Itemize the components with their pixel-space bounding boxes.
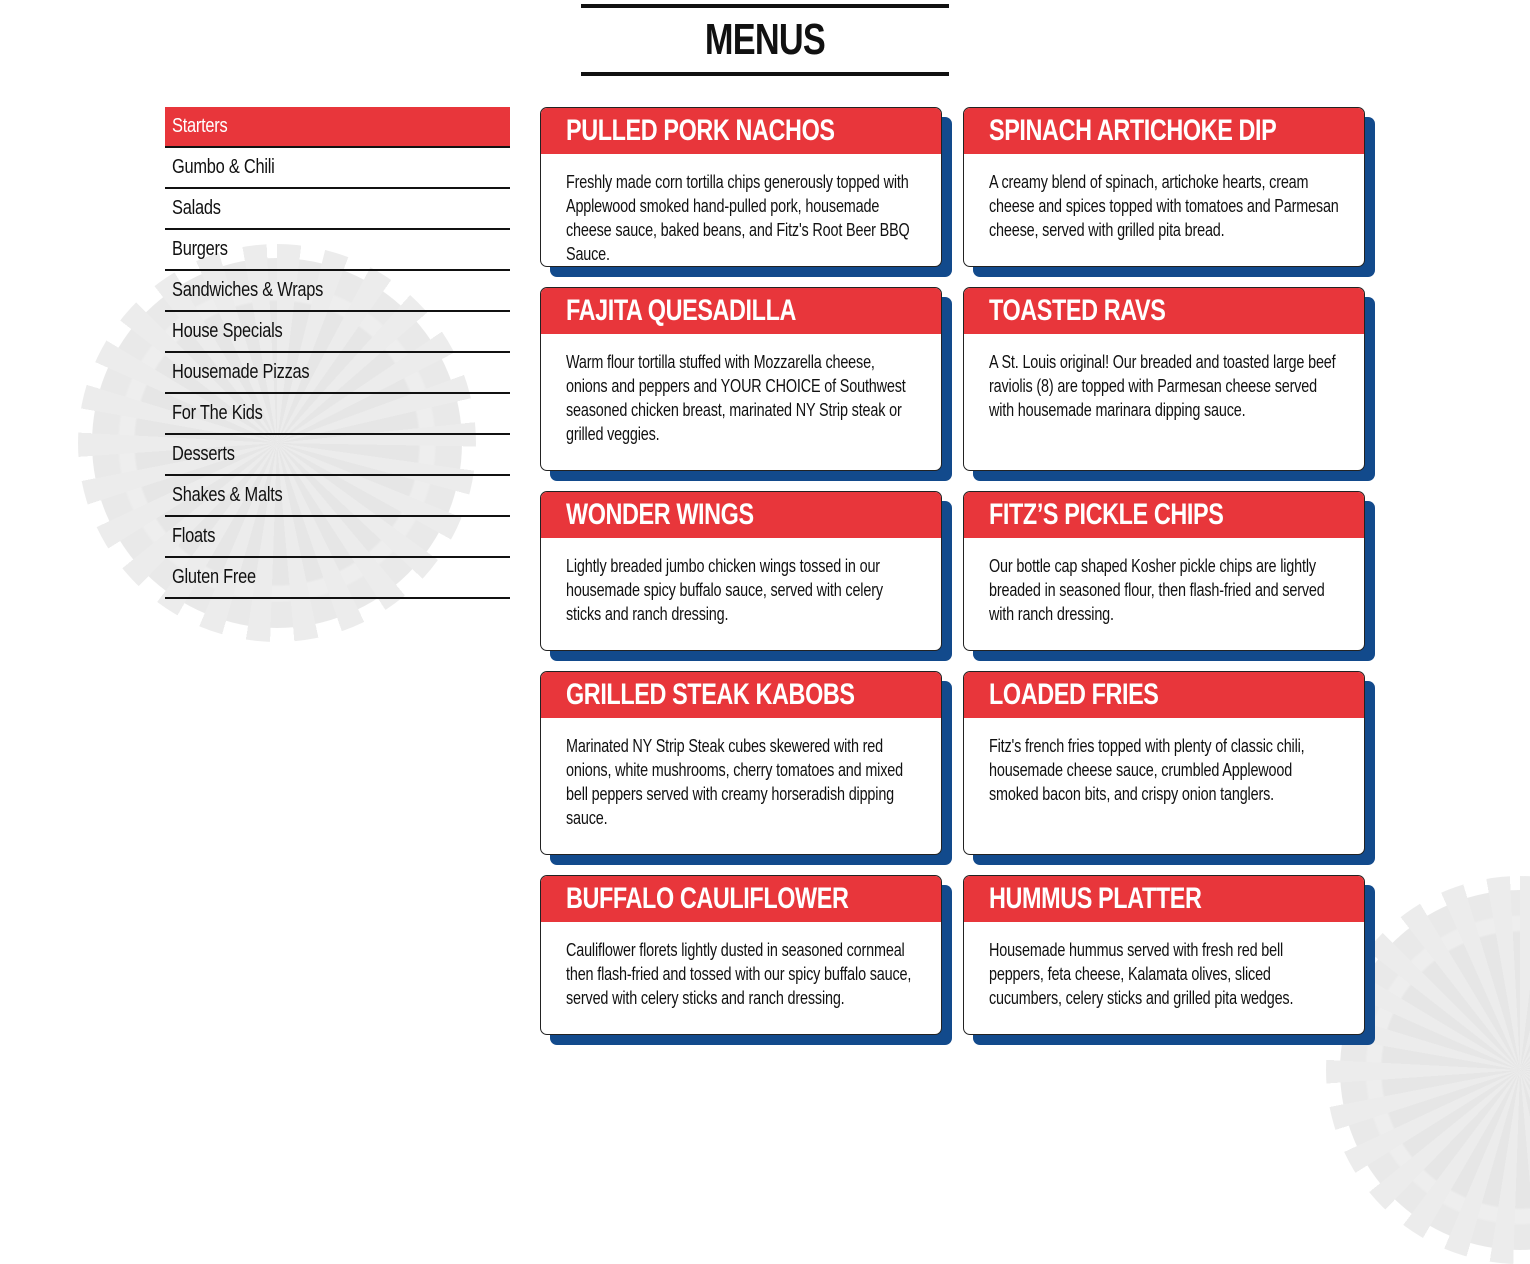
page-title: MENUS xyxy=(704,15,826,64)
menu-item-card xyxy=(963,491,1365,651)
menu-item-card xyxy=(963,287,1365,471)
page-header xyxy=(581,4,949,76)
menu-item-title: FITZ’S PICKLE CHIPS xyxy=(989,498,1224,531)
menu-item-title: FAJITA QUESADILLA xyxy=(566,294,796,327)
menu-item-title: TOASTED RAVS xyxy=(989,294,1166,327)
sidebar-item-label: Sandwiches & Wraps xyxy=(172,279,324,301)
sidebar-item-house-specials[interactable] xyxy=(165,312,510,353)
sidebar-item-label: Floats xyxy=(172,525,216,547)
menu-item-header xyxy=(541,492,941,538)
sidebar-item-desserts[interactable] xyxy=(165,435,510,476)
menu-item-title: GRILLED STEAK KABOBS xyxy=(566,678,855,711)
menu-item-header xyxy=(541,876,941,922)
sidebar-item-gluten-free[interactable] xyxy=(165,558,510,599)
sidebar-item-label: For The Kids xyxy=(172,402,263,424)
menu-item-card xyxy=(963,671,1365,855)
sidebar-item-shakes-malts[interactable] xyxy=(165,476,510,517)
bottle-cap-decoration xyxy=(1340,890,1530,1250)
menu-item-header xyxy=(964,672,1364,718)
sidebar-item-sandwiches-wraps[interactable] xyxy=(165,271,510,312)
menu-item-description: Freshly made corn tortilla chips generously topped with Applewood smoked hand-pulled pork, housemade cheese sauce, baked beans, and Fitz's Root Beer BBQ Sauce. xyxy=(566,172,910,264)
menu-item-header xyxy=(964,288,1364,334)
menu-item-card xyxy=(540,491,942,651)
menu-item-description: A creamy blend of spinach, artichoke hearts, cream cheese and spices topped with tomatoes and Parmesan cheese, served with grilled pita bread. xyxy=(989,172,1339,240)
menu-item-description: Housemade hummus served with fresh red bell peppers, feta cheese, Kalamata olives, sliced cucumbers, celery sticks and grilled pita wedges. xyxy=(989,940,1294,1008)
menu-item-header xyxy=(541,108,941,154)
sidebar-item-label: Desserts xyxy=(172,443,235,465)
sidebar-item-starters[interactable] xyxy=(165,107,510,148)
menu-item-header xyxy=(541,672,941,718)
menu-item-title: PULLED PORK NACHOS xyxy=(566,114,835,147)
menu-item-description: Our bottle cap shaped Kosher pickle chips are lightly breaded in seasoned flour, then flash-fried and served with ranch dressing. xyxy=(989,556,1325,624)
sidebar-item-label: Gumbo & Chili xyxy=(172,156,275,178)
menu-item-title: WONDER WINGS xyxy=(566,498,754,531)
sidebar-item-housemade-pizzas[interactable] xyxy=(165,353,510,394)
menu-item-description: Lightly breaded jumbo chicken wings tossed in our housemade spicy buffalo sauce, served with celery sticks and ranch dressing. xyxy=(566,556,883,624)
sidebar-item-for-the-kids[interactable] xyxy=(165,394,510,435)
sidebar-item-label: Shakes & Malts xyxy=(172,484,283,506)
sidebar-item-burgers[interactable] xyxy=(165,230,510,271)
sidebar-item-label: Salads xyxy=(172,197,221,219)
menu-item-card xyxy=(540,107,942,267)
menu-item-description: Warm flour tortilla stuffed with Mozzarella cheese, onions and peppers and YOUR CHOICE of Southwest seasoned chicken breast, marinated NY Strip steak or grilled veggies. xyxy=(566,352,906,444)
menu-item-card xyxy=(540,287,942,471)
menu-item-description: Fitz's french fries topped with plenty of classic chili, housemade cheese sauce, crumbled Applewood smoked bacon bits, and crispy onion tanglers. xyxy=(989,736,1305,804)
menu-item-card xyxy=(963,875,1365,1035)
menu-item-title: LOADED FRIES xyxy=(989,678,1159,711)
sidebar-item-salads[interactable] xyxy=(165,189,510,230)
menu-item-header xyxy=(964,108,1364,154)
menu-item-title: BUFFALO CAULIFLOWER xyxy=(566,882,849,915)
menu-item-title: SPINACH ARTICHOKE DIP xyxy=(989,114,1277,147)
menu-item-card xyxy=(963,107,1365,267)
menu-item-description: A St. Louis original! Our breaded and toasted large beef raviolis (8) are topped with Parmesan cheese served with housemade marinara dipping sauce. xyxy=(989,352,1336,420)
menu-item-description: Marinated NY Strip Steak cubes skewered with red onions, white mushrooms, cherry tomatoes and mixed bell peppers served with creamy horseradish dipping sauce. xyxy=(566,736,903,828)
menu-item-description: Cauliflower florets lightly dusted in seasoned cornmeal then flash-fried and tossed with our spicy buffalo sauce, served with celery sticks and ranch dressing. xyxy=(566,940,912,1008)
menu-category-nav xyxy=(165,107,510,599)
sidebar-item-label: Housemade Pizzas xyxy=(172,361,310,383)
sidebar-item-label: Burgers xyxy=(172,238,228,260)
menu-item-header xyxy=(964,492,1364,538)
sidebar-item-label: House Specials xyxy=(172,320,283,342)
sidebar-item-gumbo-chili[interactable] xyxy=(165,148,510,189)
menu-item-card xyxy=(540,671,942,855)
menu-item-title: HUMMUS PLATTER xyxy=(989,882,1202,915)
menu-item-header xyxy=(541,288,941,334)
sidebar-item-floats[interactable] xyxy=(165,517,510,558)
sidebar-item-label: Starters xyxy=(172,115,228,137)
sidebar-item-label: Gluten Free xyxy=(172,566,256,588)
menu-item-header xyxy=(964,876,1364,922)
menu-item-card xyxy=(540,875,942,1035)
